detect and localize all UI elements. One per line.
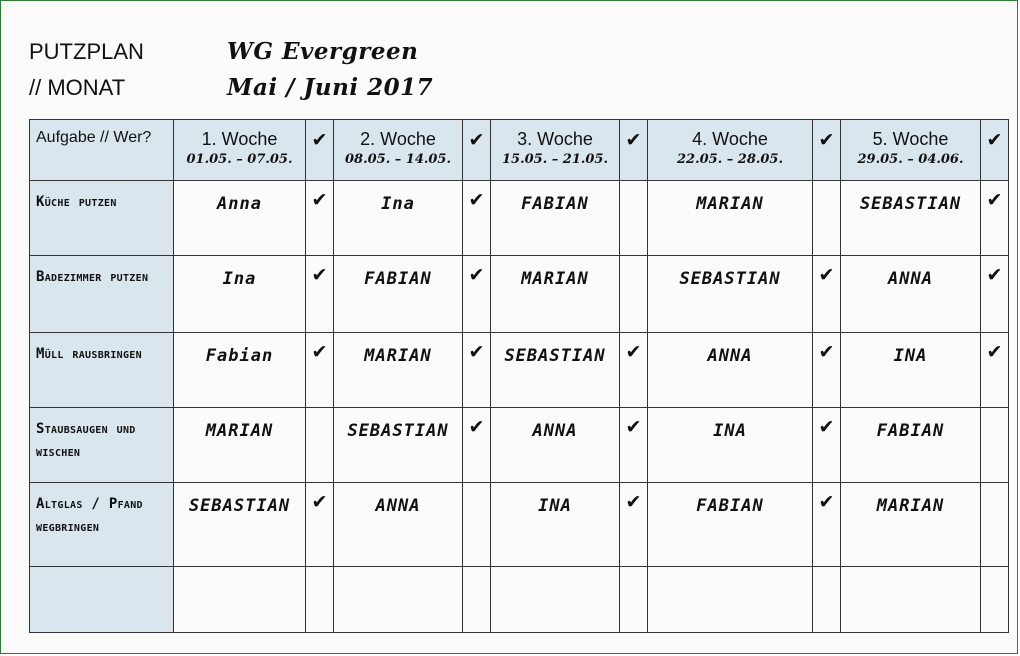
assignee-cell — [174, 256, 306, 333]
assignee-name: SEBASTIAN — [679, 269, 781, 289]
plan-period: Mai / Juni 2017 — [227, 74, 434, 101]
check-cell — [620, 408, 648, 483]
assignee-cell — [334, 333, 463, 408]
assignee-name: SEBASTIAN — [347, 421, 449, 441]
task-label: Altglas / Pfand wegbringen — [36, 496, 143, 535]
assignee-cell — [334, 408, 463, 483]
check-cell — [813, 483, 841, 567]
week-header-1 — [174, 120, 306, 181]
check-cell — [620, 567, 648, 633]
check-mark-icon: ✔ — [625, 416, 642, 438]
assignee-name: SEBASTIAN — [188, 496, 291, 516]
check-cell — [813, 408, 841, 483]
check-mark-icon: ✔ — [468, 189, 485, 211]
assignee-name: Ina — [222, 269, 257, 289]
task-label: Badezimmer putzen — [36, 269, 149, 285]
week-title: 1. Woche — [201, 129, 278, 149]
week-title: 5. Woche — [872, 129, 949, 149]
assignee-cell — [491, 181, 620, 256]
assignee-name: MARIAN — [696, 194, 764, 214]
week-header-5 — [841, 120, 981, 181]
assignee-cell — [841, 333, 981, 408]
assignee-cell — [841, 256, 981, 333]
assignee-name: FABIAN — [696, 496, 764, 516]
check-cell — [620, 256, 648, 333]
check-mark-icon: ✔ — [986, 129, 1003, 151]
check-mark-icon: ✔ — [311, 264, 328, 286]
check-mark-icon: ✔ — [468, 416, 485, 438]
task-cell — [30, 333, 174, 408]
task-cell — [30, 256, 174, 333]
assignee-name: SEBASTIAN — [504, 346, 606, 366]
check-cell — [620, 333, 648, 408]
plan-title-line2: // MONAT — [29, 75, 126, 100]
assignee-cell — [334, 483, 463, 567]
week-header-2 — [334, 120, 463, 181]
check-cell — [981, 567, 1009, 633]
week-range: 08.05. – 14.05. — [344, 152, 452, 167]
check-mark-icon: ✔ — [468, 341, 485, 363]
check-cell — [813, 333, 841, 408]
assignee-name: FABIAN — [521, 194, 589, 214]
assignee-cell — [648, 256, 813, 333]
check-mark-icon: ✔ — [986, 264, 1003, 286]
assignee-name: MARIAN — [876, 496, 945, 516]
assignee-name: SEBASTIAN — [859, 194, 962, 214]
assignee-name: MARIAN — [205, 421, 274, 441]
check-cell — [463, 181, 491, 256]
task-header-cell — [30, 120, 174, 181]
check-mark-icon: ✔ — [986, 341, 1003, 363]
assignee-cell — [174, 567, 306, 633]
assignee-cell — [648, 333, 813, 408]
check-mark-icon: ✔ — [818, 264, 835, 286]
assignee-cell — [174, 333, 306, 408]
check-mark-icon: ✔ — [818, 341, 835, 363]
table-row — [30, 181, 1009, 256]
assignee-cell — [174, 408, 306, 483]
check-cell — [463, 567, 491, 633]
assignee-name: Anna — [217, 194, 262, 214]
assignee-name: FABIAN — [876, 421, 945, 441]
table-row — [30, 483, 1009, 567]
check-cell — [306, 567, 334, 633]
check-mark-icon: ✔ — [625, 491, 642, 513]
assignee-cell — [174, 181, 306, 256]
assignee-name: ANNA — [707, 346, 753, 366]
assignee-cell — [334, 567, 463, 633]
assignee-cell — [648, 567, 813, 633]
check-mark-icon: ✔ — [818, 416, 835, 438]
assignee-name: MARIAN — [521, 269, 589, 289]
check-mark-icon: ✔ — [818, 491, 835, 513]
assignee-cell — [491, 333, 620, 408]
check-cell — [463, 333, 491, 408]
check-header-5 — [981, 120, 1009, 181]
week-title: 4. Woche — [692, 129, 768, 149]
task-header-label: Aufgabe // Wer? — [36, 129, 152, 146]
cleaning-schedule-table — [29, 119, 1009, 633]
task-label: Müll rausbringen — [36, 346, 142, 362]
check-mark-icon: ✔ — [818, 129, 835, 151]
check-cell — [620, 181, 648, 256]
check-cell — [813, 181, 841, 256]
task-cell — [30, 483, 174, 567]
task-cell — [30, 567, 174, 633]
assignee-cell — [841, 408, 981, 483]
assignee-name: Ina — [381, 194, 415, 214]
check-mark-icon: ✔ — [311, 491, 328, 513]
assignee-name: ANNA — [532, 421, 578, 441]
flatshare-name: WG Evergreen — [227, 38, 419, 65]
assignee-cell — [648, 483, 813, 567]
week-title: 3. Woche — [517, 129, 593, 149]
week-title: 2. Woche — [360, 129, 436, 149]
check-cell — [981, 256, 1009, 333]
assignee-cell — [491, 408, 620, 483]
assignee-cell — [491, 483, 620, 567]
check-header-2 — [463, 120, 491, 181]
check-header-1 — [306, 120, 334, 181]
assignee-name: FABIAN — [364, 269, 432, 289]
week-range: 22.05. – 28.05. — [676, 152, 784, 167]
assignee-cell — [491, 256, 620, 333]
assignee-name: ANNA — [375, 496, 421, 516]
table-row — [30, 333, 1009, 408]
check-cell — [813, 256, 841, 333]
check-mark-icon: ✔ — [311, 129, 328, 151]
check-cell — [463, 256, 491, 333]
task-label: Staubsaugen und wischen — [36, 421, 136, 460]
assignee-name: MARIAN — [364, 346, 432, 366]
check-mark-icon: ✔ — [986, 189, 1003, 211]
assignee-name: INA — [713, 421, 747, 441]
check-cell — [306, 256, 334, 333]
check-cell — [813, 567, 841, 633]
task-label: Küche putzen — [36, 194, 117, 210]
week-range: 01.05. – 07.05. — [186, 152, 293, 167]
check-cell — [306, 181, 334, 256]
check-cell — [306, 483, 334, 567]
table-row — [30, 256, 1009, 333]
table-header-row — [30, 120, 1009, 181]
assignee-name: INA — [893, 346, 928, 366]
check-mark-icon: ✔ — [311, 189, 328, 211]
check-cell — [463, 483, 491, 567]
assignee-cell — [334, 181, 463, 256]
assignee-cell — [841, 181, 981, 256]
assignee-cell — [648, 181, 813, 256]
check-cell — [981, 333, 1009, 408]
assignee-name: Fabian — [205, 346, 274, 366]
table-row — [30, 408, 1009, 483]
task-cell — [30, 408, 174, 483]
check-cell — [306, 333, 334, 408]
plan-title-line1: PUTZPLAN — [29, 39, 144, 64]
plan-title — [29, 34, 144, 106]
assignee-cell — [648, 408, 813, 483]
check-mark-icon: ✔ — [625, 129, 642, 151]
week-header-4 — [648, 120, 813, 181]
check-cell — [981, 483, 1009, 567]
week-range: 15.05. – 21.05. — [501, 152, 609, 167]
assignee-name: INA — [538, 496, 572, 516]
check-mark-icon: ✔ — [625, 341, 642, 363]
empty-table-row — [30, 567, 1009, 633]
check-mark-icon: ✔ — [311, 341, 328, 363]
week-header-3 — [491, 120, 620, 181]
check-mark-icon: ✔ — [468, 129, 485, 151]
plan-subtitle — [227, 34, 433, 106]
assignee-cell — [841, 567, 981, 633]
assignee-cell — [174, 483, 306, 567]
check-mark-icon: ✔ — [468, 264, 485, 286]
assignee-name: ANNA — [888, 269, 933, 289]
check-header-4 — [813, 120, 841, 181]
check-cell — [306, 408, 334, 483]
task-cell — [30, 181, 174, 256]
assignee-cell — [841, 483, 981, 567]
check-cell — [620, 483, 648, 567]
check-cell — [981, 408, 1009, 483]
check-header-3 — [620, 120, 648, 181]
week-range: 29.05. – 04.06. — [857, 152, 964, 167]
assignee-cell — [491, 567, 620, 633]
check-cell — [981, 181, 1009, 256]
assignee-cell — [334, 256, 463, 333]
check-cell — [463, 408, 491, 483]
